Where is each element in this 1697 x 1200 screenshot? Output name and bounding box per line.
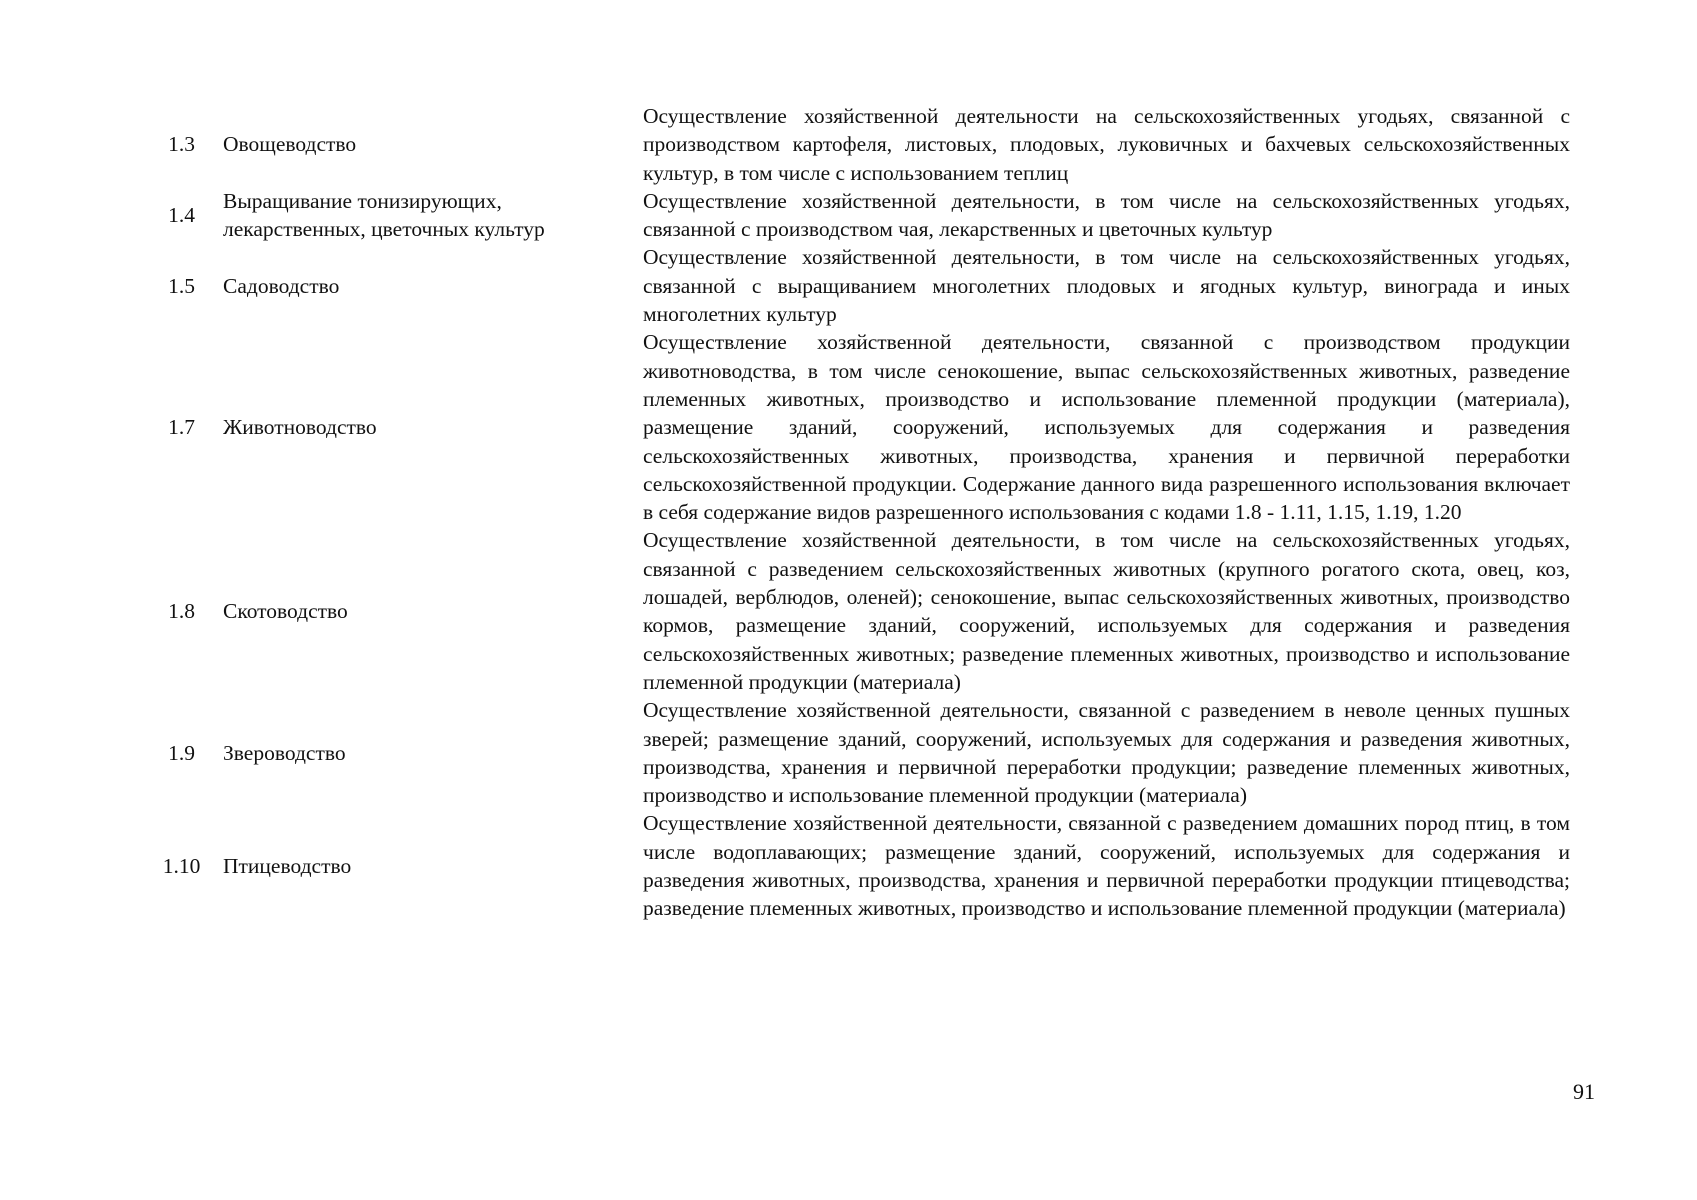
use-name: Садоводство <box>223 273 340 298</box>
use-code: 1.9 <box>168 740 195 765</box>
use-name: Птицеводство <box>223 853 352 878</box>
table-row <box>140 526 1570 696</box>
table-row <box>140 809 1570 922</box>
use-code: 1.4 <box>168 203 195 228</box>
use-description: Осуществление хозяйственной деятельности, в том числе на сельскохозяйственных угодьях, связанной с выращиванием многолетних плодовых и ягодных культур, винограда и иных многолетних культур <box>643 245 1570 327</box>
use-description: Осуществление хозяйственной деятельности на сельскохозяйственных угодьях, связанной с производством картофеля, листовых, плодовых, луковичных и бахчевых сельскохозяйственных культур, в том числе с использованием теплиц <box>643 104 1570 185</box>
table-row <box>140 187 1570 244</box>
use-description: Осуществление хозяйственной деятельности, в том числе на сельскохозяйственных угодьях, связанной с разведением сельскохозяйственных животных (крупного рогатого скота, овец, коз, лошадей, верблюдов, оленей); сенокошение, выпас сельскохозяйственных животных, производство кормов, размещение зданий, сооружений, используемых для содержания и разведения сельскохозяйственных животных; разведение племенных животных, производство и использование племенной продукции (материала) <box>643 528 1570 694</box>
use-code: 1.10 <box>162 853 201 878</box>
page-number: 91 <box>1573 1079 1595 1104</box>
use-code: 1.7 <box>168 415 195 440</box>
use-description: Осуществление хозяйственной деятельности, связанной с разведением домашних пород птиц, в том числе водоплавающих; размещение зданий, сооружений, используемых для содержания и разведения животных, производства, хранения и первичной переработки продукции птицеводства; разведение племенных животных, производство и использование племенной продукции (материала) <box>643 811 1570 921</box>
use-code: 1.3 <box>168 132 195 157</box>
table-row <box>140 102 1570 187</box>
table-row <box>140 328 1570 526</box>
land-use-table <box>140 102 1570 923</box>
table-row <box>140 243 1570 328</box>
use-description: Осуществление хозяйственной деятельности, в том числе на сельскохозяйственных угодьях, связанной с производством чая, лекарственных и цветочных культур <box>643 188 1570 242</box>
table-row <box>140 696 1570 809</box>
use-description: Осуществление хозяйственной деятельности, связанной с производством продукции животноводства, в том числе сенокошение, выпас сельскохозяйственных животных, разведение племенных животных, производство и использование племенной продукции (материала), размещение зданий, сооружений, используемых для содержания и разведения сельскохозяйственных животных, производства, хранения и первичной переработки сельскохозяйственной продукции. Содержание данного вида разрешенного использования включает в себя содержание видов разрешенного использования с кодами 1.8 - 1.11, 1.15, 1.19, 1.20 <box>643 330 1570 525</box>
use-name: Овощеводство <box>223 132 357 157</box>
use-code: 1.8 <box>168 599 195 624</box>
use-description: Осуществление хозяйственной деятельности, связанной с разведением в неволе ценных пушных зверей; размещение зданий, сооружений, используемых для содержания и разведения животных, производства, хранения и первичной переработки продукции; разведение племенных животных, производство и использование племенной продукции (материала) <box>643 698 1570 808</box>
use-code: 1.5 <box>168 273 195 298</box>
use-name: Выращивание тонизирующих, лекарственных, цветочных культур <box>223 188 545 242</box>
use-name: Животноводство <box>223 415 377 440</box>
use-name: Скотоводство <box>223 599 348 624</box>
use-name: Звероводство <box>223 740 346 765</box>
